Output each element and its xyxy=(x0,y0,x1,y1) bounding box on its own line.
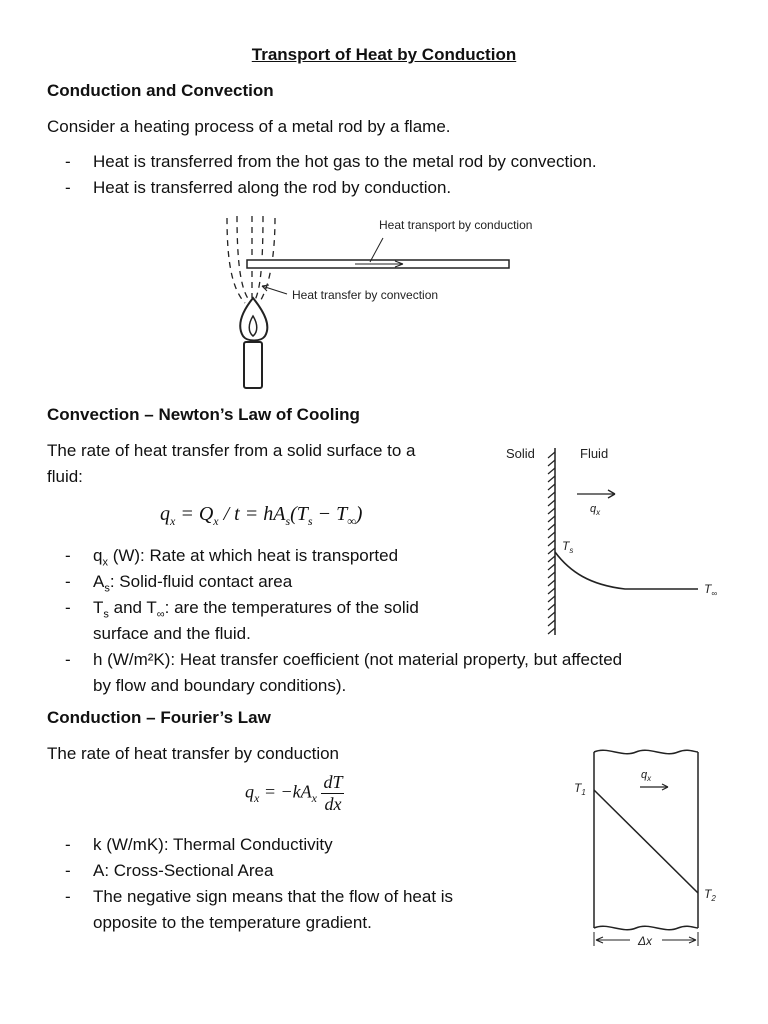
wall-hatch xyxy=(548,556,555,562)
bullet-text: by flow and boundary conditions). xyxy=(93,676,347,695)
wall-hatch xyxy=(548,604,555,610)
bullet-text: opposite to the temperature gradient. xyxy=(93,913,372,932)
fourier-equation: $q_x = -kA_x$ $\frac{dT}{dx}$ xyxy=(245,772,343,814)
wall-hatch xyxy=(548,628,555,634)
wall-hatch xyxy=(548,492,555,498)
wall-hatch xyxy=(548,588,555,594)
wall-hatch xyxy=(548,596,555,602)
wall-hatch xyxy=(548,620,555,626)
label-t2: $T_2$ xyxy=(704,887,716,903)
section-heading-conduction-convection: Conduction and Convection xyxy=(47,81,274,100)
wall-hatch xyxy=(548,460,555,466)
wall-hatch xyxy=(548,516,555,522)
temperature-profile xyxy=(555,552,698,589)
bullet-text: k (W/mK): Thermal Conductivity xyxy=(93,835,333,854)
section-heading-fourier: Conduction – Fourier’s Law xyxy=(47,708,271,727)
wall-hatch xyxy=(548,580,555,586)
symbol-q: q xyxy=(93,546,103,565)
page-title: Transport of Heat by Conduction xyxy=(251,45,517,64)
label-t1: $T_1$ xyxy=(574,781,586,797)
section1-intro: Consider a heating process of a metal rod by a flame. xyxy=(47,117,451,136)
wall-hatch xyxy=(548,508,555,514)
wall-hatch xyxy=(548,484,555,490)
bullet-text: The negative sign means that the flow of heat is xyxy=(93,887,454,906)
section2-intro-line1: The rate of heat transfer from a solid surface to a xyxy=(47,441,416,460)
subscript: x xyxy=(102,556,108,569)
label-convection: Heat transfer by convection xyxy=(292,288,439,302)
wall-hatch xyxy=(548,476,555,482)
temperature-gradient-line xyxy=(594,790,698,893)
rod-flame-figure xyxy=(205,208,565,393)
wall-hatch xyxy=(548,548,555,554)
wall-hatch xyxy=(548,572,555,578)
section2-intro-line2: fluid: xyxy=(47,467,83,486)
wall-hatch xyxy=(548,612,555,618)
wall-hatch xyxy=(548,540,555,546)
wall-hatch xyxy=(548,532,555,538)
conduction-slab-figure xyxy=(568,740,728,955)
bullet-text: h (W/m²K): Heat transfer coefficient (not material property, but affected xyxy=(93,650,623,669)
label-solid: Solid xyxy=(506,446,535,461)
bullet-text: Heat is transferred along the rod by conduction. xyxy=(93,178,452,197)
wall-hatch xyxy=(548,500,555,506)
label-tinf: $T_\infty$ xyxy=(704,582,718,598)
subscript: s xyxy=(104,582,110,595)
label-qx: $q_x$ xyxy=(641,769,652,783)
bullet-text: A: Cross-Sectional Area xyxy=(93,861,274,880)
convection-figure xyxy=(500,440,740,640)
label-conduction: Heat transport by conduction xyxy=(379,218,533,232)
newton-equation: $q_x = Q_x / t = hA_s(T_s - T_\infty)$ xyxy=(160,503,363,528)
label-ts: $T_s$ xyxy=(562,539,574,555)
symbol-a: A xyxy=(93,572,105,591)
bullet-text: Heat is transferred from the hot gas to the metal rod by convection. xyxy=(93,152,597,171)
bullet-text: surface and the fluid. xyxy=(93,624,251,643)
section-heading-newton: Convection – Newton’s Law of Cooling xyxy=(47,405,360,424)
wall-hatch xyxy=(548,524,555,530)
bullet-text: (W): Rate at which heat is transported xyxy=(107,546,399,565)
burner xyxy=(244,342,262,388)
label-fluid: Fluid xyxy=(580,446,609,461)
wall-hatch xyxy=(548,564,555,570)
label-dx: Δx xyxy=(638,934,653,948)
wall-hatch xyxy=(548,468,555,474)
wall-hatch xyxy=(548,452,555,458)
bullet-text: : Solid-fluid contact area xyxy=(109,572,293,591)
label-qx: $q_x$ xyxy=(590,503,601,517)
section3-intro: The rate of heat transfer by conduction xyxy=(47,744,340,763)
bullet-text: are the temperatures of the solid xyxy=(174,598,419,617)
